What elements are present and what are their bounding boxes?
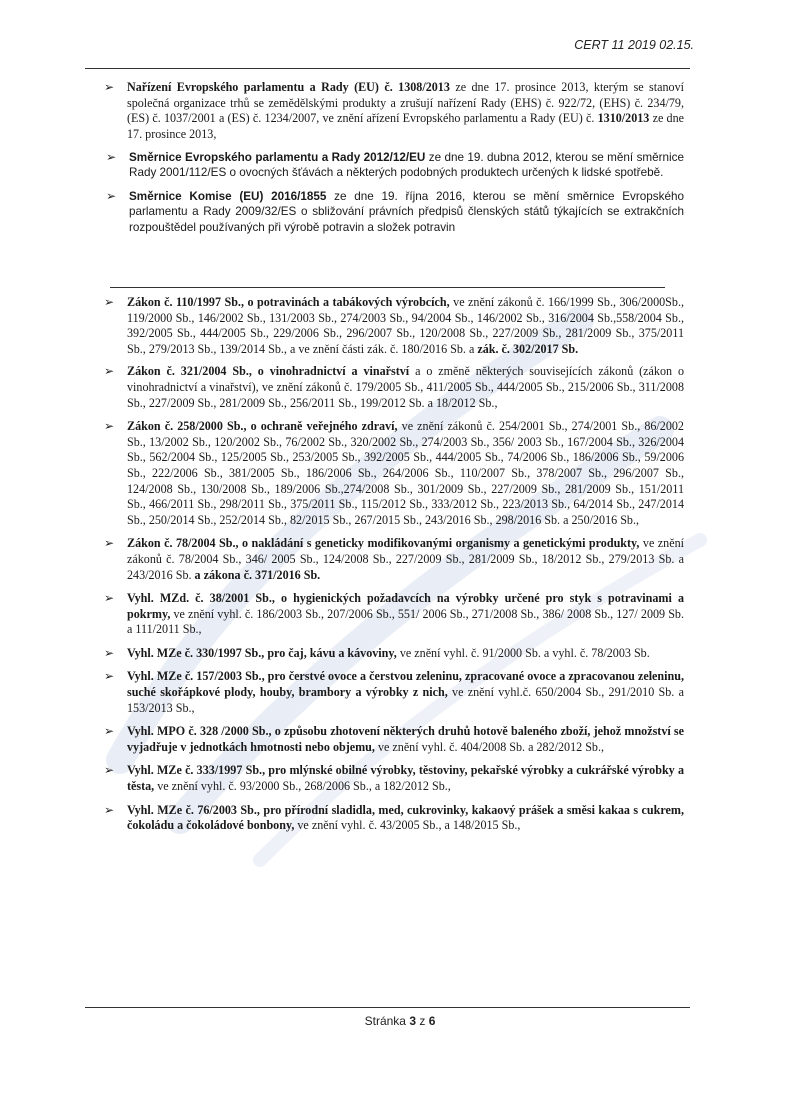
item-title: Směrnice Evropského parlamentu a Rady 2012/12/EU (129, 150, 426, 164)
header-rule (85, 68, 690, 69)
list-item (104, 364, 684, 411)
list-item (104, 295, 684, 357)
item-text: ze dne 19. října 2016, kterou se mění směrnice Evropského parlamentu a Rady 2009/32/ES o sbližování právních předpisů členských států týkajících se extrakčních rozpouštědel používaných při výrobě potravin a složek potravin (129, 189, 684, 234)
page-footer (0, 1014, 800, 1028)
item-text: ze dne 19. dubna 2012, kterou se mění směrnice Rady 2001/112/ES o ovocných šťávách a některých podobných produktech určených k lidské spotřebě. (129, 150, 684, 180)
list-item (104, 763, 684, 794)
document-reference: CERT 11 2019 02.15. (574, 38, 694, 52)
section-rule (110, 287, 665, 288)
item-title: Zákon č. 258/2000 Sb., o ochraně veřejného zdraví, (127, 419, 398, 434)
list-item (104, 669, 684, 716)
list-item (104, 724, 684, 755)
item-title: Zákon č. 321/2004 Sb., o vinohradnictví a vinařství (127, 364, 410, 379)
item-text: ve znění vyhl. č. 93/2000 Sb., 268/2006 Sb., a 182/2012 Sb., (154, 779, 451, 794)
arrow-bullet-icon: ➢ (104, 295, 115, 309)
item-title: Vyhl. MZe č. 157/2003 Sb., pro čerstvé ovoce a čerstvou zeleninu, zpracované ovoce a zpracovanou zeleninu, suché skořápkové plody, houby, brambory a výrobky z nich, (127, 669, 684, 700)
list-item (104, 150, 684, 181)
item-text-2: ze dne 17. prosince 2013, (127, 111, 684, 141)
item-title-2: zák. č. 302/2017 Sb. (477, 341, 579, 356)
arrow-bullet-icon: ➢ (104, 364, 115, 379)
list-item (104, 646, 684, 662)
item-title: Vyhl. MZd. č. 38/2001 Sb., o hygienických požadavcích na výrobky určené pro styk s potravinami a pokrmy, (127, 591, 684, 621)
item-title-2: 1310/2013 (597, 111, 650, 126)
item-title: Zákon č. 78/2004 Sb., o nakládání s geneticky modifikovanými organismy a genetickými produkty, (127, 536, 640, 551)
arrow-bullet-icon: ➢ (104, 536, 115, 551)
eu-legislation-list (104, 80, 684, 243)
item-text: ve znění vyhl.č. 650/2004 Sb., 291/2010 Sb. a 153/2013 Sb., (127, 685, 684, 715)
cz-legislation-list (104, 295, 684, 842)
item-title: Vyhl. MZe č. 76/2003 Sb., pro přírodní sladidla, med, cukrovinky, kakaový prášek a směsi kakaa s cukrem, čokoládu a čokoládové bonbony, (127, 802, 684, 833)
list-item (104, 536, 684, 583)
footer-mid: z (416, 1014, 429, 1028)
arrow-bullet-icon: ➢ (104, 645, 115, 660)
current-page-number: 3 (409, 1014, 417, 1028)
item-title: Vyhl. MZe č. 333/1997 Sb., pro mlýnské obilné výrobky, těstoviny, pekařské výrobky a cukrářské výrobky a těsta, (127, 763, 684, 794)
item-title: Zákon č. 110/1997 Sb., o potravinách a tabákových výrobcích, (127, 295, 450, 309)
total-pages-number: 6 (428, 1014, 436, 1028)
item-text: ve znění vyhl. č. 91/2000 Sb. a vyhl. č. 78/2003 Sb. (396, 645, 650, 660)
item-title: Vyhl. MZe č. 330/1997 Sb., pro čaj, kávu a kávoviny, (127, 645, 397, 660)
arrow-bullet-icon: ➢ (104, 591, 115, 606)
list-item (104, 189, 684, 236)
item-text: ve znění vyhl. č. 43/2005 Sb., a 148/2015 Sb., (294, 818, 521, 833)
list-item (104, 419, 684, 528)
item-title: Nařízení Evropského parlamentu a Rady (EU) č. 1308/2013 (127, 80, 450, 94)
item-text: ve znění vyhl. č. 404/2008 Sb. a 282/2012 Sb., (374, 739, 605, 754)
item-text: ze dne 17. prosince 2013, kterým se stanoví společná organizace trhů se zemědělskými produkty a zrušují nařízení Rady (EHS) č. 922/72, (EHS) č. 234/79, (ES) č. 1037/2001 a (ES) č. 1234/2007, ve znění ařízení Evropského parlamentu a Rady (EU) č. (127, 80, 684, 126)
item-text: a o změně některých souvisejících zákonů (zákon o vinohradnictví a vinařství), ve znění zákonů č. 179/2005 Sb., 411/2005 Sb., 444/2005 Sb., 215/2006 Sb., 311/2008 Sb., 227/2009 Sb., 281/2009 Sb., 256/2011 Sb., 199/2012 Sb. a 18/2012 Sb., (127, 364, 684, 410)
item-title: Směrnice Komise (EU) 2016/1855 (129, 189, 327, 203)
arrow-bullet-icon: ➢ (104, 724, 115, 739)
arrow-bullet-icon: ➢ (106, 149, 117, 164)
footer-rule (85, 1007, 690, 1008)
footer-prefix: Stránka (364, 1014, 410, 1028)
arrow-bullet-icon: ➢ (104, 80, 115, 94)
item-text: ve znění zákonů č. 254/2001 Sb., 274/2001 Sb., 86/2002 Sb., 13/2002 Sb., 120/2002 Sb., 76/2002 Sb., 320/2002 Sb., 274/2003 Sb., 356/ 2003 Sb., 167/2004 Sb., 326/2004 Sb., 562/2004 Sb., 125/2005 Sb., 253/2005 Sb., 392/2005 Sb., 444/2005 Sb., 74/2006 Sb., 186/2006 Sb., 59/2006 Sb., 222/2006 Sb., 381/2005 Sb., 186/2006 Sb., 264/2006 Sb., 110/2007 Sb., 378/2007 Sb., 296/2007 Sb., 124/2008 Sb., 130/2008 Sb., 189/2006 Sb.,274/2008 Sb., 301/2009 Sb., 227/2009 Sb., 281/2009 Sb., 151/2011 Sb., 466/2011 Sb., 298/2011 Sb., 375/2011 Sb., 115/2012 Sb., 333/2012 Sb., 223/2013 Sb., 64/2014 Sb., 247/2014 Sb., 250/2014 Sb., 252/2014 Sb., 82/2015 Sb., 267/2015 Sb., 243/2016 Sb., 298/2016 Sb. a 250/2016 Sb., (127, 419, 684, 527)
arrow-bullet-icon: ➢ (104, 802, 115, 817)
item-text: ve znění zákonů č. 166/1999 Sb., 306/2000Sb., 119/2000 Sb., 146/2002 Sb., 131/2003 Sb., 274/2003 Sb., 94/2004 Sb., 146/2002 Sb., 316/2004 Sb.,558/2004 Sb., 392/2005 Sb., 444/2005 Sb., 229/2006 Sb., 296/2007 Sb., 120/2008 Sb., 227/2009 Sb., 281/2009 Sb., 375/2011 Sb., 279/2013 Sb., 139/2014 Sb., a ve znění části zák. č. 180/2016 Sb. a (127, 295, 684, 356)
item-title: Vyhl. MPO č. 328 /2000 Sb., o způsobu zhotovení některých druhů hotově baleného zboží, jehož množství se vyjadřuje v jednotkách hmotnosti nebo objemu, (127, 724, 684, 754)
item-title-2: a zákona č. 371/2016 Sb. (194, 567, 321, 582)
arrow-bullet-icon: ➢ (106, 188, 117, 203)
arrow-bullet-icon: ➢ (104, 669, 115, 684)
list-item (104, 591, 684, 638)
list-item (104, 80, 684, 142)
arrow-bullet-icon: ➢ (104, 763, 115, 778)
item-text: ve znění vyhl. č. 186/2003 Sb., 207/2006 Sb., 551/ 2006 Sb., 271/2008 Sb., 386/ 2008 Sb., 127/ 2009 Sb. a 111/2011 Sb., (127, 606, 684, 637)
arrow-bullet-icon: ➢ (104, 419, 115, 434)
item-text: ve znění zákonů č. 78/2004 Sb., 346/ 2005 Sb., 124/2008 Sb., 227/2009 Sb., 281/2009 Sb., 18/2012 Sb., 279/2013 Sb. a 243/2016 Sb. (127, 536, 684, 582)
list-item (104, 803, 684, 834)
